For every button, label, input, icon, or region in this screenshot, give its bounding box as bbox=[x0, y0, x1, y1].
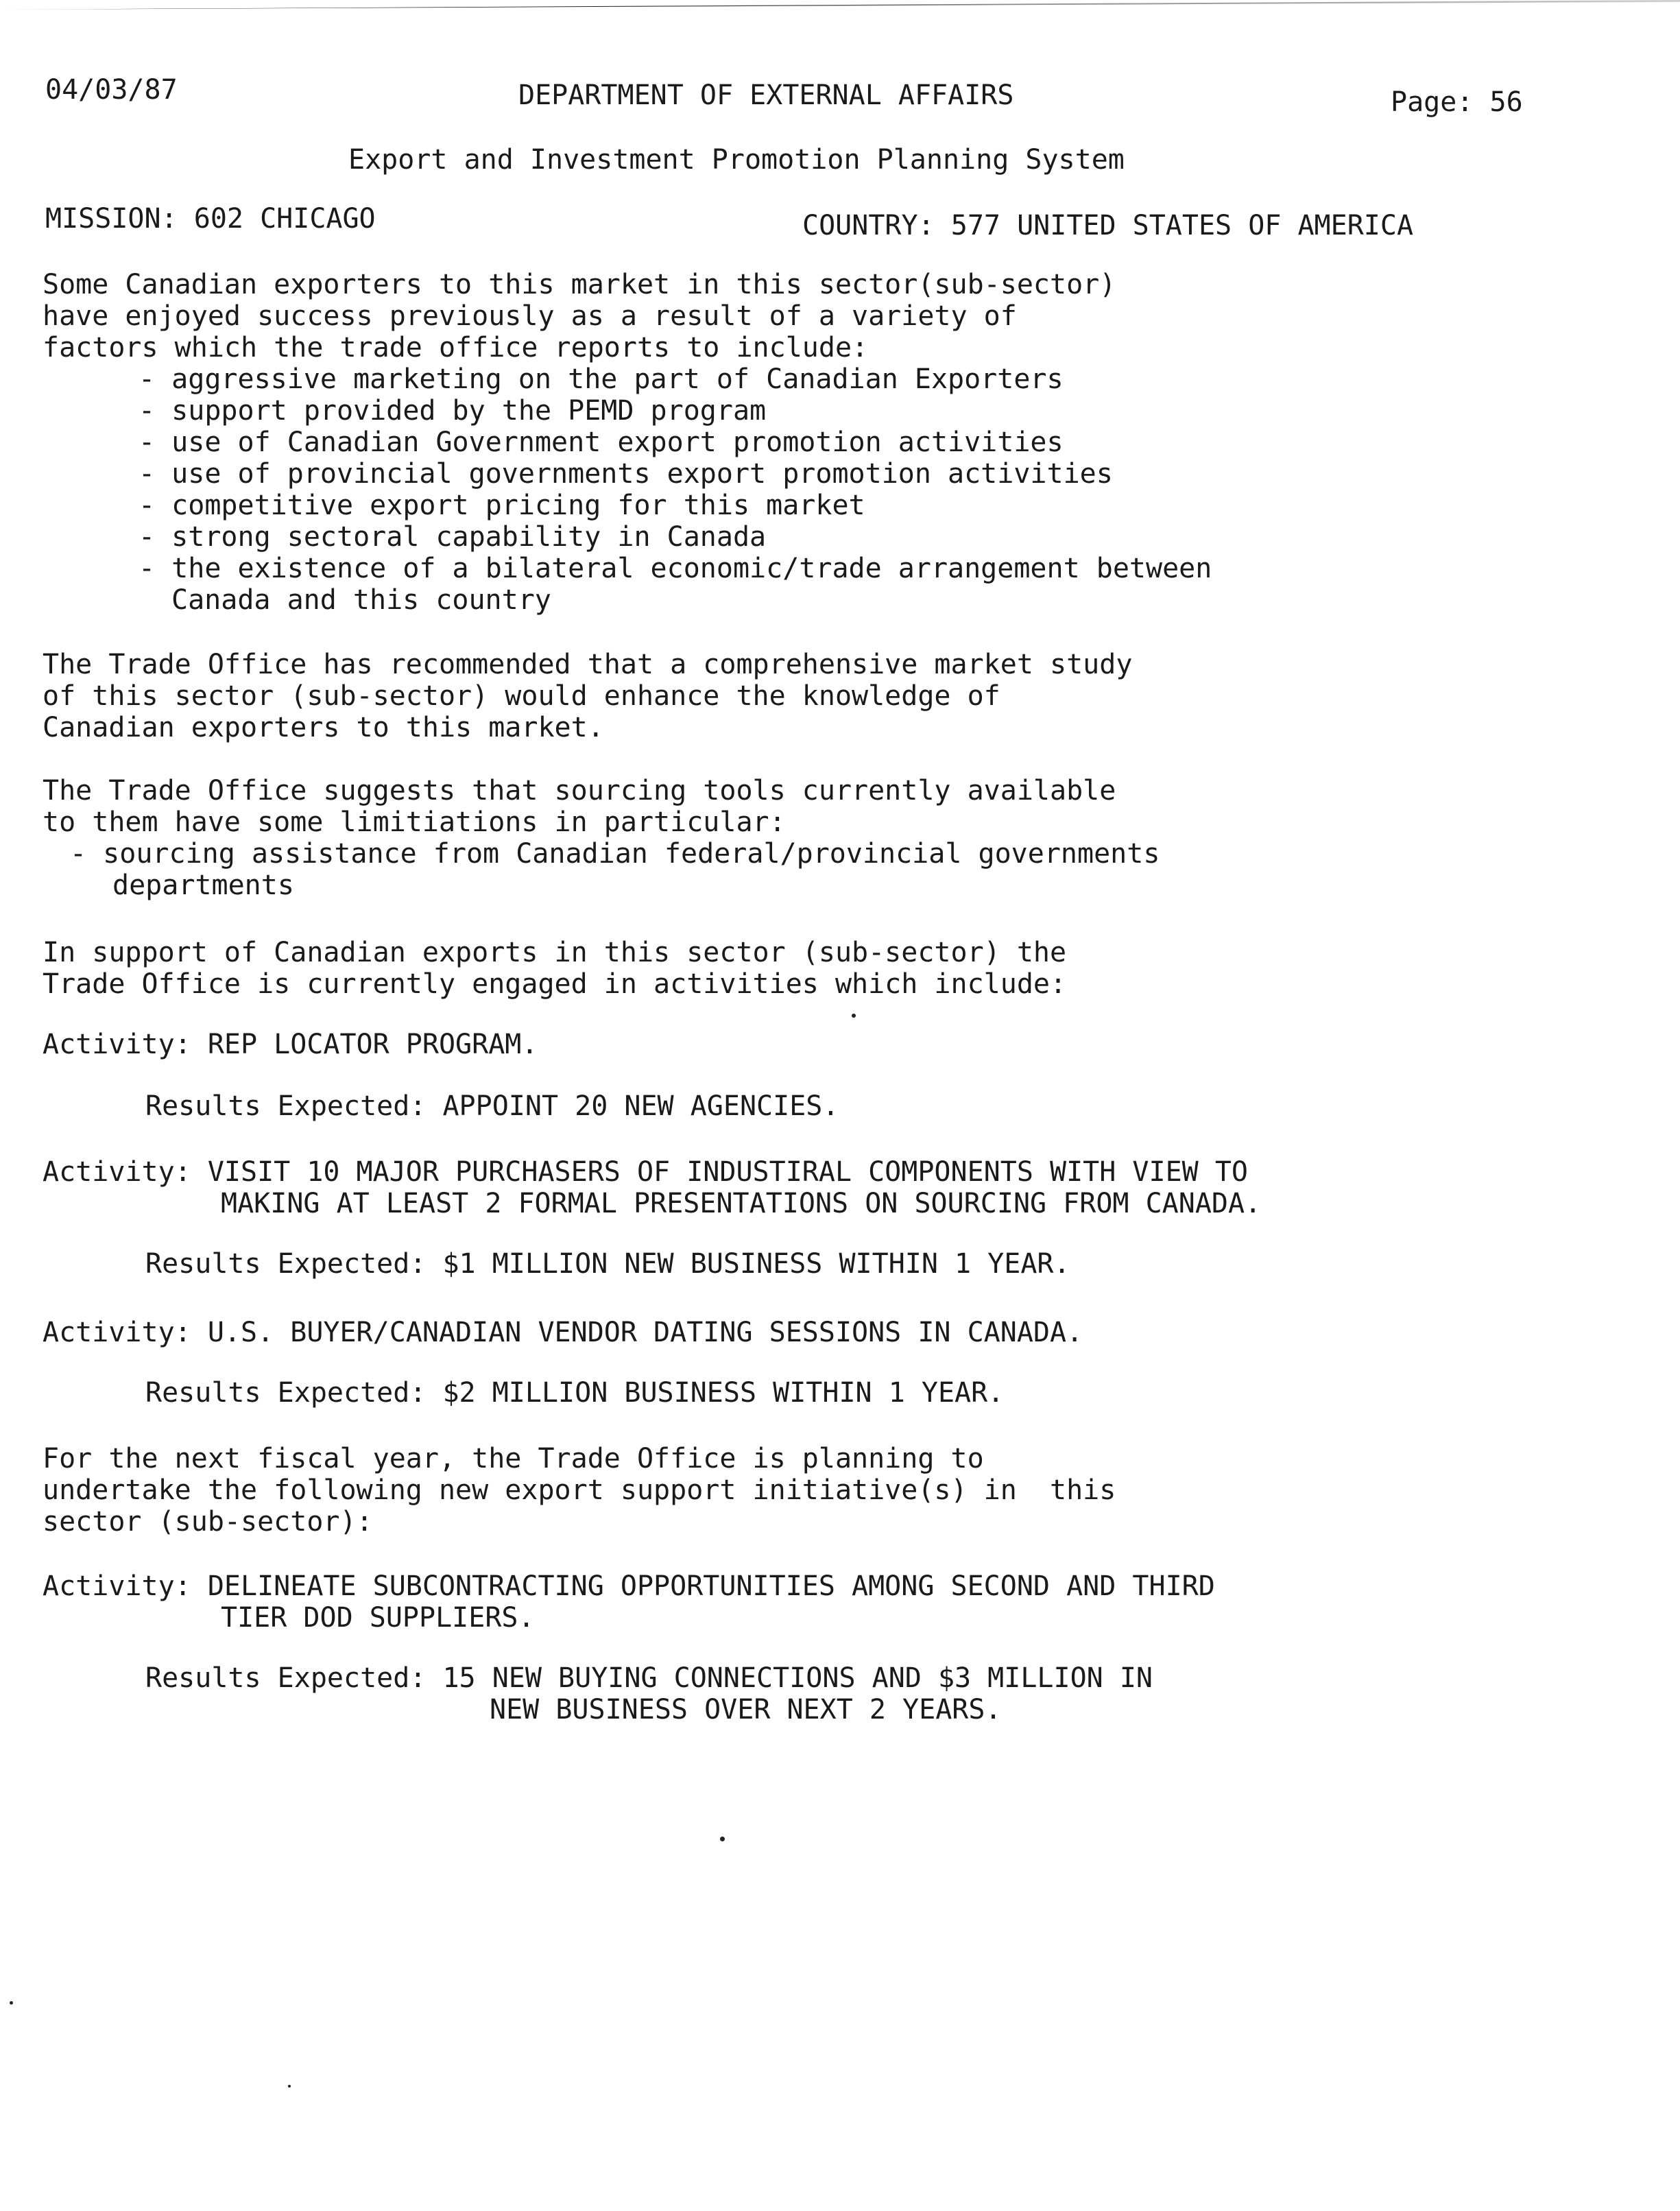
intro-line: have enjoyed success previously as a result of a variety of bbox=[43, 300, 1017, 332]
study-line: The Trade Office has recommended that a comprehensive market study bbox=[43, 649, 1133, 680]
activity-3-result bbox=[43, 1377, 1640, 1409]
country-label: COUNTRY: 577 UNITED STATES OF AMERICA bbox=[802, 210, 1414, 241]
sourcing-line: The Trade Office suggests that sourcing tools currently available bbox=[43, 775, 1116, 806]
support-line: Trade Office is currently engaged in activities which include: bbox=[43, 968, 1067, 1000]
sourcing-line: to them have some limitiations in particular: bbox=[43, 806, 786, 838]
report-date: 04/03/87 bbox=[45, 74, 178, 106]
factor-item: - use of provincial governments export promotion activities bbox=[139, 458, 1113, 490]
activity-line-continuation: MAKING AT LEAST 2 FORMAL PRESENTATIONS ON SOURCING FROM CANADA. bbox=[221, 1188, 1262, 1219]
scan-speck bbox=[852, 1014, 856, 1018]
scan-edge-line bbox=[0, 0, 1680, 10]
intro-section bbox=[43, 269, 1640, 616]
activity-1 bbox=[43, 1029, 1640, 1060]
system-title: Export and Investment Promotion Planning System bbox=[348, 144, 1125, 176]
factor-item: - the existence of a bilateral economic/trade arrangement between bbox=[139, 553, 1212, 584]
factor-item-continuation: Canada and this country bbox=[171, 584, 551, 616]
result-line: Results Expected: APPOINT 20 NEW AGENCIES. bbox=[145, 1090, 839, 1122]
study-line: of this sector (sub-sector) would enhance the knowledge of bbox=[43, 680, 1000, 712]
scan-speck bbox=[288, 2085, 291, 2088]
intro-line: factors which the trade office reports to include: bbox=[43, 332, 869, 363]
activity-line: Activity: U.S. BUYER/CANADIAN VENDOR DATING SESSIONS IN CANADA. bbox=[43, 1317, 1083, 1348]
scan-speck bbox=[720, 1837, 725, 1841]
support-section bbox=[43, 937, 1640, 1000]
result-line: Results Expected: $1 MILLION NEW BUSINESS WITHIN 1 YEAR. bbox=[145, 1248, 1070, 1280]
activity-2-result bbox=[43, 1248, 1640, 1280]
factor-item: - competitive export pricing for this market bbox=[139, 490, 865, 521]
activity-line: Activity: DELINEATE SUBCONTRACTING OPPORTUNITIES AMONG SECOND AND THIRD bbox=[43, 1570, 1215, 1602]
next-year-line: undertake the following new export support initiative(s) in this bbox=[43, 1474, 1116, 1506]
mission-label: MISSION: 602 CHICAGO bbox=[45, 203, 376, 235]
sourcing-section bbox=[43, 775, 1640, 901]
factor-item: - use of Canadian Government export promotion activities bbox=[139, 427, 1064, 458]
activity-line: Activity: VISIT 10 MAJOR PURCHASERS OF INDUSTIRAL COMPONENTS WITH VIEW TO bbox=[43, 1156, 1248, 1188]
page-number: Page: 56 bbox=[1391, 86, 1523, 118]
sourcing-item-continuation: departments bbox=[112, 870, 294, 901]
factor-item: - support provided by the PEMD program bbox=[139, 395, 767, 427]
study-line: Canadian exporters to this market. bbox=[43, 712, 604, 743]
activity-line: Activity: REP LOCATOR PROGRAM. bbox=[43, 1029, 538, 1060]
support-line: In support of Canadian exports in this sector (sub-sector) the bbox=[43, 937, 1067, 968]
activity-2 bbox=[43, 1156, 1640, 1219]
sourcing-item: - sourcing assistance from Canadian federal/provincial governments bbox=[70, 838, 1160, 870]
study-section bbox=[43, 649, 1640, 743]
activity-3 bbox=[43, 1317, 1640, 1348]
next-year-line: sector (sub-sector): bbox=[43, 1506, 373, 1538]
result-line: Results Expected: $2 MILLION BUSINESS WITHIN 1 YEAR. bbox=[145, 1377, 1005, 1409]
factor-item: - strong sectoral capability in Canada bbox=[139, 521, 767, 553]
result-line: Results Expected: 15 NEW BUYING CONNECTIONS AND $3 MILLION IN bbox=[145, 1662, 1153, 1694]
result-line-continuation: NEW BUSINESS OVER NEXT 2 YEARS. bbox=[490, 1694, 1002, 1725]
new-activity-result bbox=[43, 1662, 1640, 1725]
new-activity bbox=[43, 1570, 1640, 1634]
next-year-line: For the next fiscal year, the Trade Office is planning to bbox=[43, 1443, 984, 1474]
scan-speck bbox=[10, 2001, 13, 2005]
intro-line: Some Canadian exporters to this market in this sector(sub-sector) bbox=[43, 269, 1116, 300]
activity-line-continuation: TIER DOD SUPPLIERS. bbox=[221, 1602, 535, 1634]
factor-item: - aggressive marketing on the part of Canadian Exporters bbox=[139, 363, 1064, 395]
activity-1-result bbox=[43, 1090, 1640, 1122]
next-year-section bbox=[43, 1443, 1640, 1538]
department-title: DEPARTMENT OF EXTERNAL AFFAIRS bbox=[518, 80, 1014, 111]
